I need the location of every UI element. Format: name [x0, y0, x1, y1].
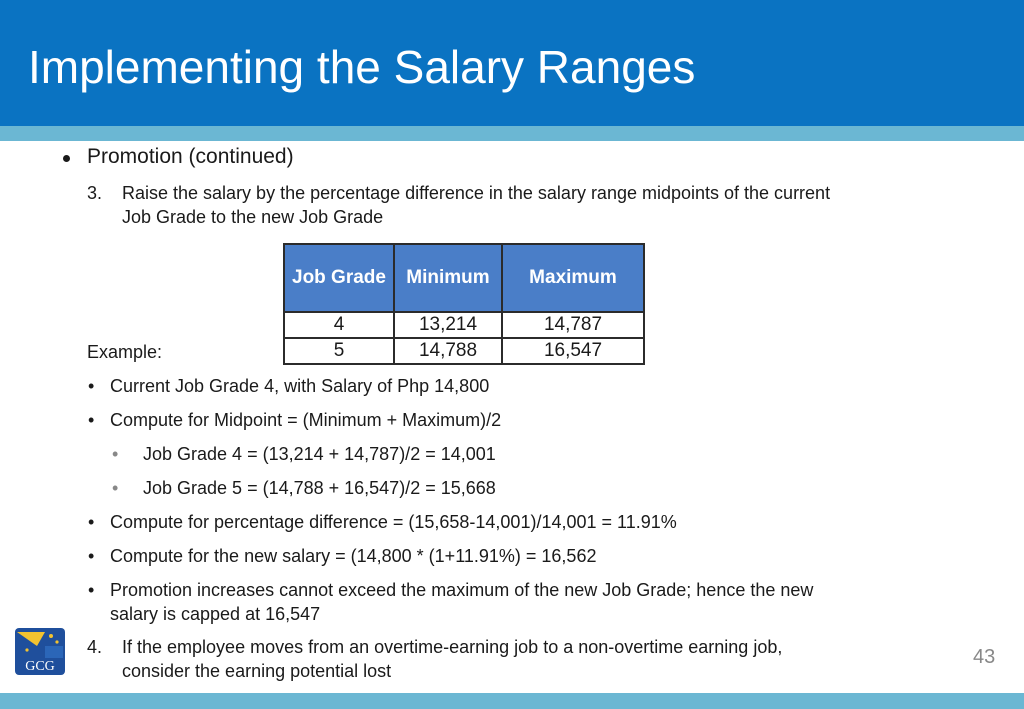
table-row: [284, 312, 644, 338]
step-3-line-2: Job Grade to the new Job Grade: [122, 207, 384, 227]
salary-range-table: [283, 243, 645, 365]
bullet-marker: •: [88, 580, 95, 600]
footer-stripe: [0, 693, 1024, 709]
step-3-number: 3.: [87, 183, 103, 203]
step-4-number: 4.: [87, 637, 103, 657]
page-number: 43: [973, 646, 996, 668]
bullet-current-grade: Current Job Grade 4, with Salary of Php 14,800: [110, 376, 490, 396]
sub-bullet-marker: •: [112, 444, 119, 464]
cell-maximum: 16,547: [502, 338, 644, 364]
bullet-marker: •: [88, 512, 95, 532]
sub-bullet-grade-5: Job Grade 5 = (14,788 + 16,547)/2 = 15,668: [143, 478, 496, 498]
bullet-cap-line-2: salary is capped at 16,547: [110, 604, 321, 624]
header-job-grade: Job Grade: [284, 244, 394, 312]
table-row: [284, 338, 644, 364]
sub-bullet-marker: •: [112, 478, 119, 498]
bullet-compute-midpoint: Compute for Midpoint = (Minimum + Maximum)/2: [110, 410, 502, 430]
gcg-logo: [15, 628, 65, 675]
header-stripe: [0, 126, 1024, 141]
cell-minimum: 13,214: [394, 312, 502, 338]
bullet-cap-line-1: Promotion increases cannot exceed the maximum of the new Job Grade; hence the new: [110, 580, 814, 600]
cell-grade: 5: [284, 338, 394, 364]
bullet-marker: •: [88, 410, 95, 430]
logo-text: GCG: [25, 659, 55, 674]
header-maximum: Maximum: [502, 244, 644, 312]
slide-title: Implementing the Salary Ranges: [28, 41, 696, 93]
example-label: Example:: [87, 342, 163, 362]
bullet-percentage-difference: Compute for percentage difference = (15,658-14,001)/14,001 = 11.91%: [110, 512, 677, 532]
step-3-line-1: Raise the salary by the percentage difference in the salary range midpoints of the current: [122, 183, 831, 203]
table-header-row: [284, 244, 644, 312]
bullet-dot: [63, 155, 70, 162]
bullet-marker: •: [88, 546, 95, 566]
cell-minimum: 14,788: [394, 338, 502, 364]
cell-grade: 4: [284, 312, 394, 338]
step-4-line-1: If the employee moves from an overtime-earning job to a non-overtime earning job,: [122, 637, 783, 657]
promotion-heading: Promotion (continued): [87, 145, 294, 168]
step-4-line-2: consider the earning potential lost: [122, 661, 392, 681]
sub-bullet-grade-4: Job Grade 4 = (13,214 + 14,787)/2 = 14,001: [143, 444, 496, 464]
cell-maximum: 14,787: [502, 312, 644, 338]
header-minimum: Minimum: [394, 244, 502, 312]
bullet-marker: •: [88, 376, 95, 396]
bullet-new-salary: Compute for the new salary = (14,800 * (1+11.91%) = 16,562: [110, 546, 597, 566]
